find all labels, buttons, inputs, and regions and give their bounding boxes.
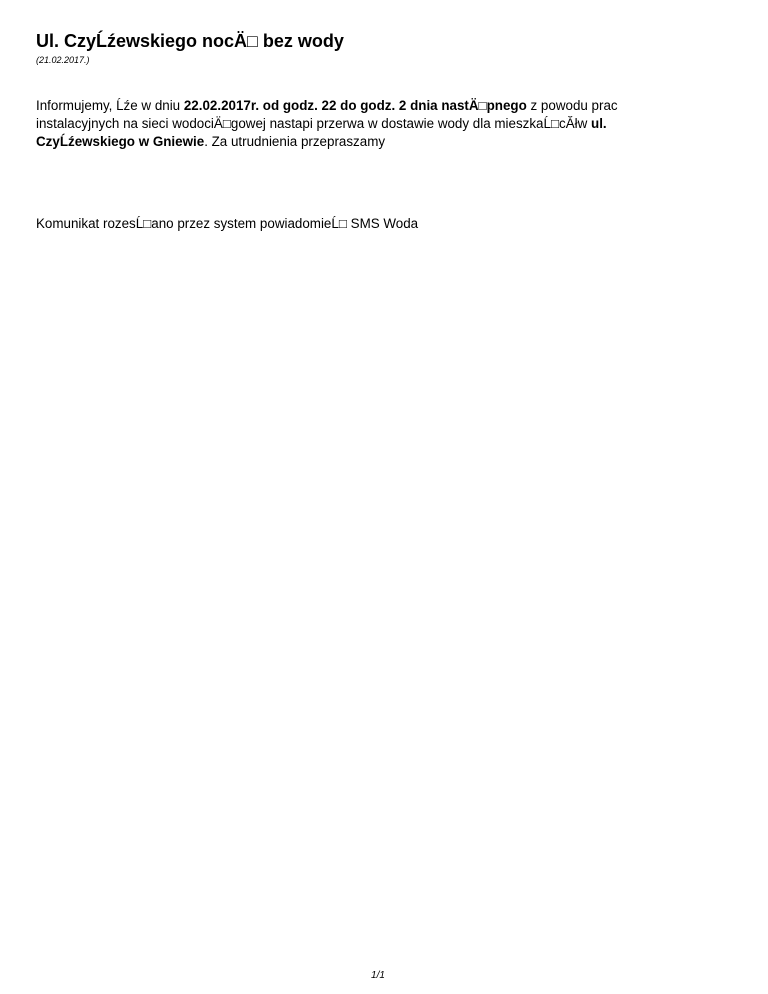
document-title: Ul. CzyĹźewskiego nocÄ□ bez wody: [36, 31, 344, 51]
announcement-middle: z powodu prac instalacyjnych na sieci wodociÄ□gowej nastapi przerwa w dostawie wody dla mieszkaĹ□cĂłw: [36, 98, 618, 131]
sms-system-note: Komunikat rozesĹ□ano przez system powiadomieĹ□ SMS Woda: [36, 216, 419, 231]
page-number: 1/1: [371, 970, 385, 981]
announcement-body: [36, 97, 696, 151]
announcement-closing: . Za utrudnienia przepraszamy: [204, 134, 386, 149]
announcement-intro: Informujemy, Ĺźe w dniu: [36, 98, 184, 113]
document-date: (21.02.2017.): [36, 55, 90, 65]
announcement-date-time: 22.02.2017r. od godz. 22 do godz. 2 dnia nastÄ□pnego: [183, 98, 527, 113]
announcement-street: ul. CzyĹźewskiego w Gniewie: [36, 116, 607, 149]
